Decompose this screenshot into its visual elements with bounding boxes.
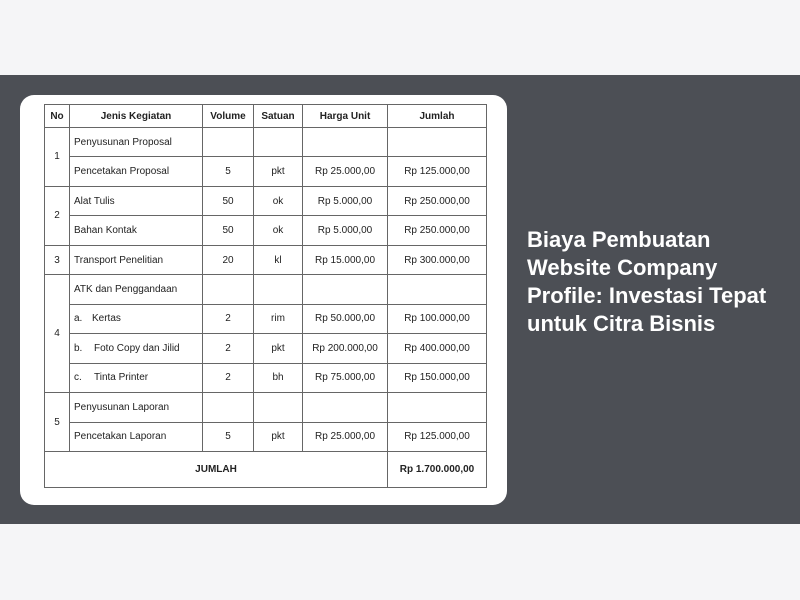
price-cell: Rp 25.000,00 bbox=[303, 157, 388, 186]
total-cell: Rp 300.000,00 bbox=[388, 245, 487, 274]
activity-cell: Transport Penelitian bbox=[70, 245, 203, 274]
total-cell: Rp 100.000,00 bbox=[388, 304, 487, 333]
unit-cell: rim bbox=[254, 304, 303, 333]
volume-cell: 2 bbox=[203, 363, 254, 392]
item-letter: a. bbox=[74, 313, 83, 325]
activity-cell: Bahan Kontak bbox=[70, 216, 203, 245]
table-row bbox=[45, 216, 487, 245]
table-row bbox=[45, 157, 487, 186]
item-letter: b. bbox=[74, 342, 83, 354]
total-cell bbox=[388, 393, 487, 422]
unit-cell: bh bbox=[254, 363, 303, 392]
volume-cell: 2 bbox=[203, 334, 254, 363]
table-row bbox=[45, 334, 487, 363]
unit-cell: kl bbox=[254, 245, 303, 274]
volume-cell: 5 bbox=[203, 157, 254, 186]
price-cell: Rp 5.000,00 bbox=[303, 186, 388, 215]
total-cell: Rp 150.000,00 bbox=[388, 363, 487, 392]
table-row bbox=[45, 363, 487, 392]
row-number: 2 bbox=[45, 186, 70, 245]
price-cell: Rp 50.000,00 bbox=[303, 304, 388, 333]
table-row bbox=[45, 393, 487, 422]
total-cell: Rp 125.000,00 bbox=[388, 422, 487, 451]
activity-cell bbox=[70, 304, 203, 333]
item-label: Foto Copy dan Jilid bbox=[94, 342, 180, 354]
row-number: 4 bbox=[45, 275, 70, 393]
volume-cell: 50 bbox=[203, 186, 254, 215]
table-row bbox=[45, 304, 487, 333]
row-number: 5 bbox=[45, 393, 70, 452]
activity-cell: ATK dan Penggandaan bbox=[70, 275, 203, 304]
unit-cell: ok bbox=[254, 186, 303, 215]
volume-cell bbox=[203, 393, 254, 422]
price-cell: Rp 75.000,00 bbox=[303, 363, 388, 392]
total-cell: Rp 250.000,00 bbox=[388, 186, 487, 215]
header-volume: Volume bbox=[203, 105, 254, 128]
unit-cell: pkt bbox=[254, 422, 303, 451]
volume-cell: 5 bbox=[203, 422, 254, 451]
activity-cell: Pencetakan Proposal bbox=[70, 157, 203, 186]
table-row bbox=[45, 186, 487, 215]
price-cell: Rp 25.000,00 bbox=[303, 422, 388, 451]
row-number: 1 bbox=[45, 128, 70, 187]
table-row bbox=[45, 245, 487, 274]
header-unit: Satuan bbox=[254, 105, 303, 128]
activity-cell bbox=[70, 363, 203, 392]
article-title[interactable]: Biaya Pembuatan Website Company Profile: Investasi Tepat untuk Citra Bisnis bbox=[527, 227, 767, 336]
total-cell bbox=[388, 128, 487, 157]
unit-cell: pkt bbox=[254, 334, 303, 363]
volume-cell: 20 bbox=[203, 245, 254, 274]
image-card bbox=[20, 95, 507, 505]
volume-cell bbox=[203, 275, 254, 304]
total-cell: Rp 400.000,00 bbox=[388, 334, 487, 363]
budget-table bbox=[44, 104, 487, 488]
activity-cell: Penyusunan Proposal bbox=[70, 128, 203, 157]
volume-cell bbox=[203, 128, 254, 157]
total-cell: Rp 125.000,00 bbox=[388, 157, 487, 186]
header-no: No bbox=[45, 105, 70, 128]
total-cell bbox=[388, 275, 487, 304]
activity-cell: Penyusunan Laporan bbox=[70, 393, 203, 422]
activity-cell: Pencetakan Laporan bbox=[70, 422, 203, 451]
unit-cell bbox=[254, 275, 303, 304]
price-cell: Rp 15.000,00 bbox=[303, 245, 388, 274]
price-cell bbox=[303, 275, 388, 304]
total-row bbox=[45, 452, 487, 488]
header-activity: Jenis Kegiatan bbox=[70, 105, 203, 128]
unit-cell: ok bbox=[254, 216, 303, 245]
price-cell: Rp 5.000,00 bbox=[303, 216, 388, 245]
price-cell: Rp 200.000,00 bbox=[303, 334, 388, 363]
header-total: Jumlah bbox=[388, 105, 487, 128]
table-row bbox=[45, 275, 487, 304]
table-row bbox=[45, 422, 487, 451]
price-cell bbox=[303, 393, 388, 422]
unit-cell: pkt bbox=[254, 157, 303, 186]
volume-cell: 2 bbox=[203, 304, 254, 333]
table-row bbox=[45, 128, 487, 157]
item-label: Kertas bbox=[92, 313, 121, 325]
total-label: JUMLAH bbox=[45, 452, 388, 488]
unit-cell bbox=[254, 393, 303, 422]
unit-cell bbox=[254, 128, 303, 157]
table-header-row bbox=[45, 105, 487, 128]
total-cell: Rp 250.000,00 bbox=[388, 216, 487, 245]
row-number: 3 bbox=[45, 245, 70, 274]
grand-total: Rp 1.700.000,00 bbox=[388, 452, 487, 488]
activity-cell: Alat Tulis bbox=[70, 186, 203, 215]
volume-cell: 50 bbox=[203, 216, 254, 245]
header-unit-price: Harga Unit bbox=[303, 105, 388, 128]
item-label: Tinta Printer bbox=[94, 372, 149, 384]
price-cell bbox=[303, 128, 388, 157]
item-letter: c. bbox=[74, 372, 82, 384]
activity-cell bbox=[70, 334, 203, 363]
